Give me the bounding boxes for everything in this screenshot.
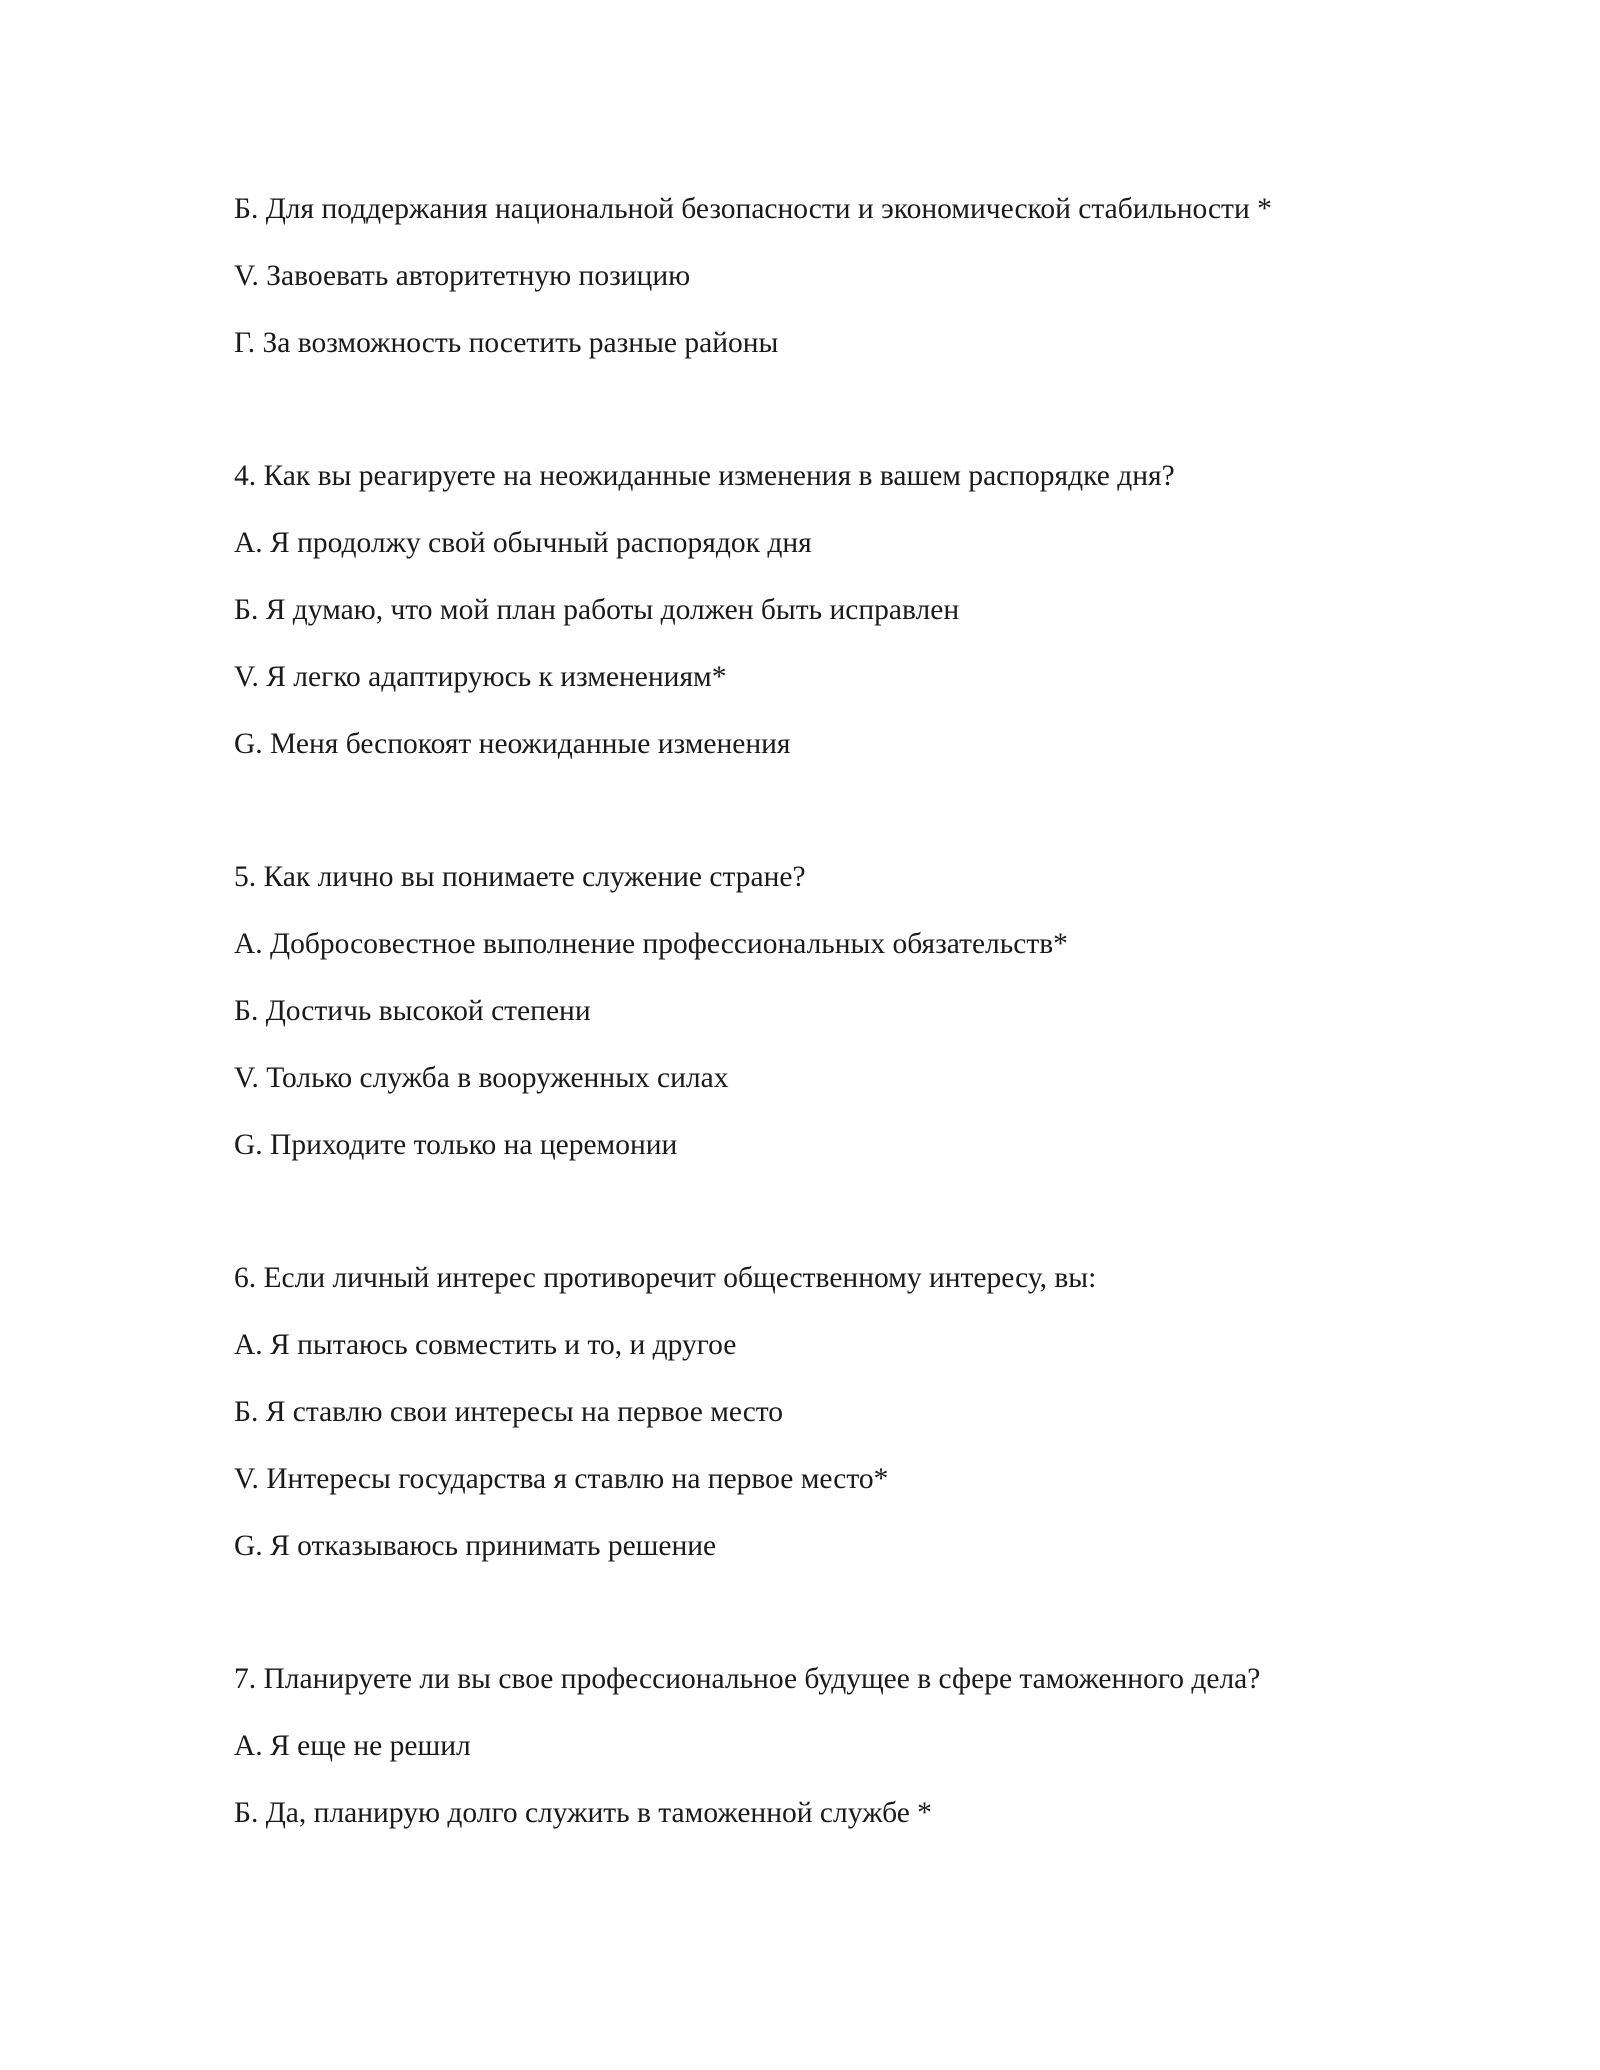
answer-option: G. Приходите только на церемонии [234,1129,678,1161]
answer-option: G. Я отказываюсь принимать решение [234,1530,717,1562]
answer-option: Б. Я ставлю свои интересы на первое место [234,1396,784,1428]
answer-option: А. Я пытаюсь совместить и то, и другое [234,1329,737,1361]
answer-option: V. Я легко адаптируюсь к изменениям* [234,661,727,693]
question-text: 4. Как вы реагируете на неожиданные изменения в вашем распорядке дня? [234,460,1175,492]
answer-option: V. Интересы государства я ставлю на первое место* [234,1463,889,1495]
answer-option: А. Я еще не решил [234,1730,471,1762]
question-text: 5. Как лично вы понимаете служение стране? [234,861,806,893]
answer-option: G. Меня беспокоят неожиданные изменения [234,728,791,760]
answer-option: Б. Да, планирую долго служить в таможенной службе * [234,1797,932,1829]
answer-option: Г. За возможность посетить разные районы [234,327,779,359]
question-text: 7. Планируете ли вы свое профессиональное будущее в сфере таможенного дела? [234,1663,1261,1695]
answer-option: А. Добросовестное выполнение профессиональных обязательств* [234,928,1068,960]
answer-option: А. Я продолжу свой обычный распорядок дня [234,527,812,559]
question-text: 6. Если личный интерес противоречит общественному интересу, вы: [234,1262,1097,1294]
answer-option: V. Только служба в вооруженных силах [234,1062,729,1094]
answer-option: Б. Достичь высокой степени [234,995,591,1027]
answer-option: Б. Я думаю, что мой план работы должен быть исправлен [234,594,960,626]
answer-option: V. Завоевать авторитетную позицию [234,260,691,292]
answer-option: Б. Для поддержания национальной безопасности и экономической стабильности * [234,193,1272,225]
